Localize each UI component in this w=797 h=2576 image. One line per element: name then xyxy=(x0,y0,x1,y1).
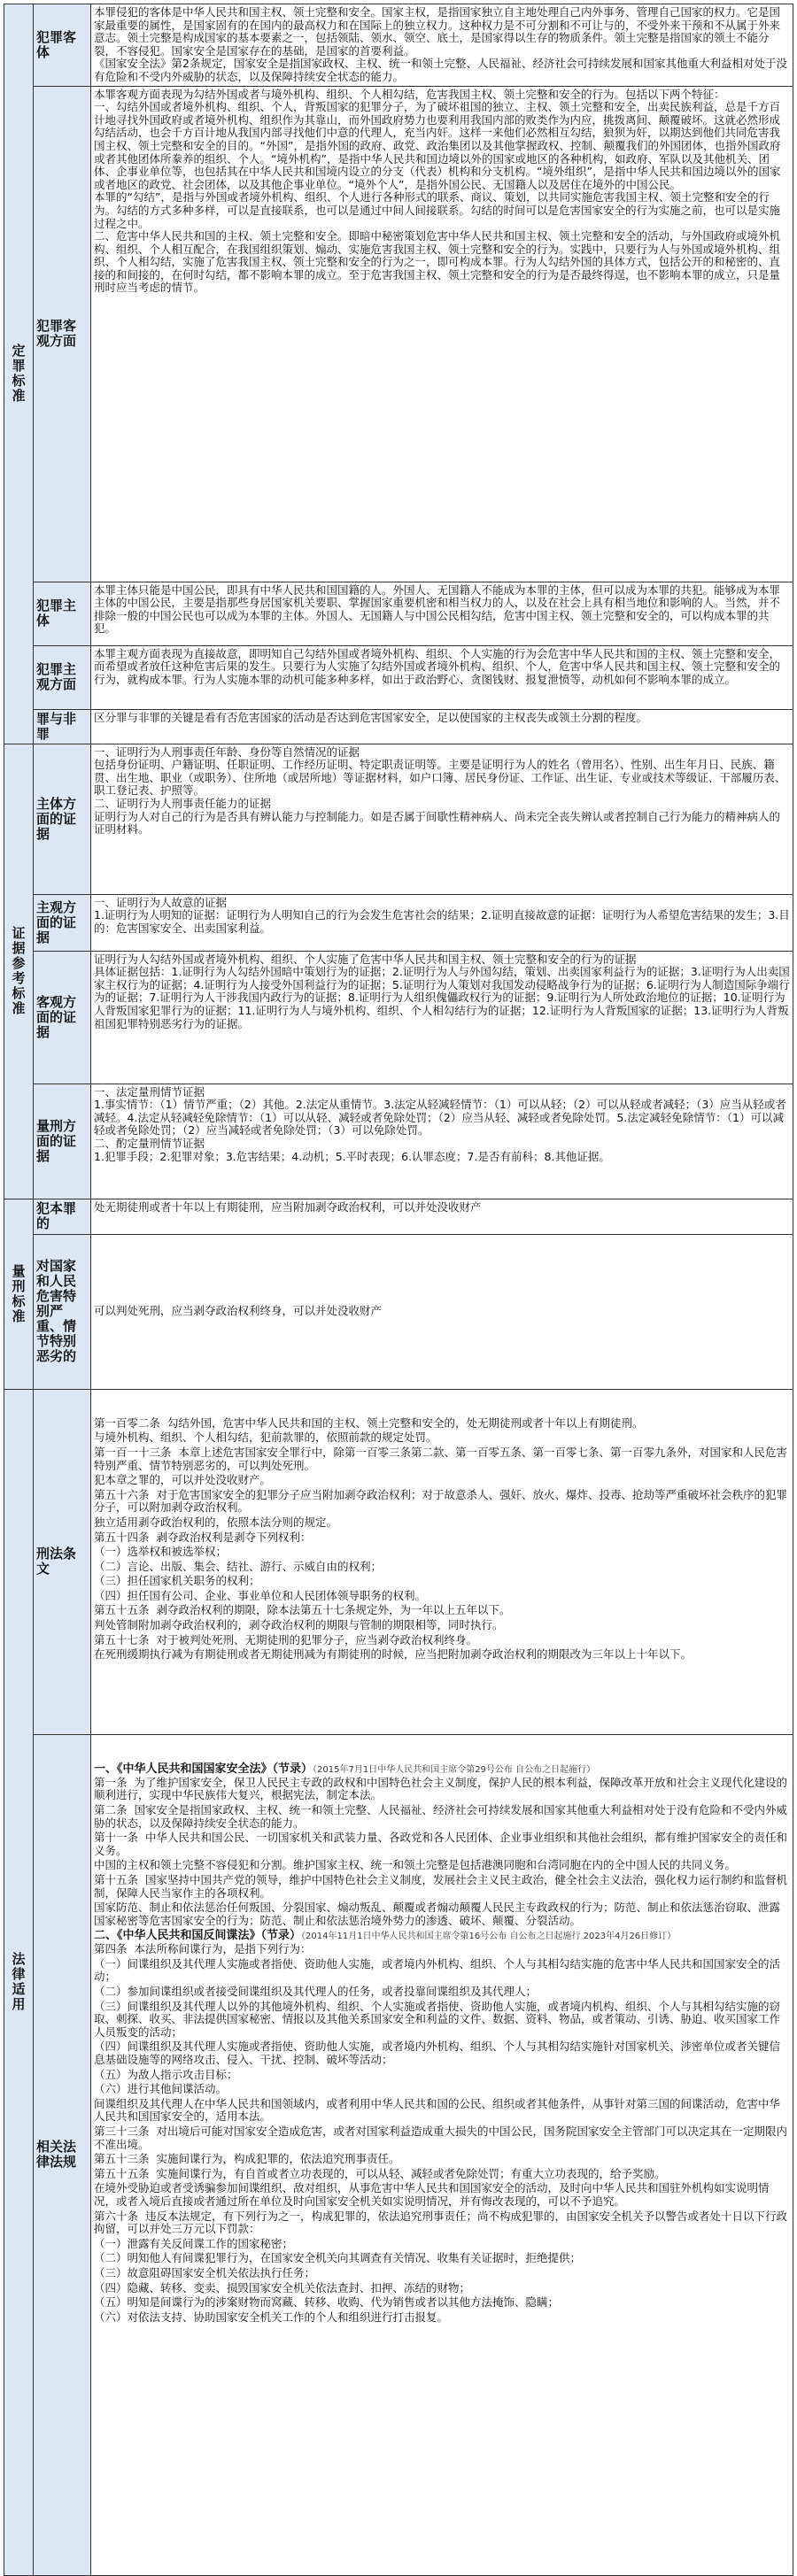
law-article: 第三十三条 对出境后可能对国家安全造成危害，或者对国家利益造成重大损失的中国公民，国务院国家安全主管部门可以决定其在一定期限内不准出境。 xyxy=(94,2125,787,2151)
label-ev-subject: 主体方面的证据 xyxy=(34,744,91,894)
row-ev-subject xyxy=(4,744,793,894)
criminal-law-article: （三）担任国家机关职务的权利； xyxy=(94,1574,260,1588)
law-article: （一）间谍组织及其代理人实施或者指使、资助他人实施，或者境内外机构、组织、个人与其相勾结实施的危害中华人民共和国国家安全的活动； xyxy=(94,1956,781,1984)
law-article: （六）进行其他间谍活动。 xyxy=(94,2082,228,2096)
law-article: 第五十三条 实施间谍行为，构成犯罪的，依法追究刑事责任。 xyxy=(94,2152,400,2166)
law-article: （三）故意阻碍国家安全机关依法执行任务； xyxy=(94,2265,316,2279)
criminal-law-article: 第一百零二条 勾结外国，危害中华人民共和国的主权、领土完整和安全的，处无期徒刑或者十年以上有期徒刑。 xyxy=(94,1415,644,1430)
criminal-law-article: 独立适用剥夺政治权利的，依照本法分则的规定。 xyxy=(94,1515,338,1529)
label-sent-severe: 对国家和人民危害特别严重、情节特别恶劣的 xyxy=(34,1234,91,1389)
law-article: （六）对依法支持、协助国家安全机关工作的个人和组织进行打击报复。 xyxy=(94,2310,449,2324)
document xyxy=(4,4,793,2423)
row-ev-subjective xyxy=(4,894,793,951)
row-ev-sentencing xyxy=(4,1084,793,1199)
row-objective xyxy=(4,86,793,582)
crime-standard-table xyxy=(4,4,793,2576)
label-sent-basic: 犯本罪的 xyxy=(34,1199,91,1234)
row-ev-objective xyxy=(4,951,793,1084)
label-criminal-law: 刑法条文 xyxy=(34,1389,91,1734)
law-article: （二）明知他人有间谍犯罪行为，在国家安全机关向其调查有关情况、收集有关证据时，拒绝提供； xyxy=(94,2251,582,2265)
related-law-groups xyxy=(94,1762,790,2325)
criminal-law-article: 犯本章之罪的，可以并处没收财产。 xyxy=(94,1473,272,1487)
row-subjective xyxy=(4,645,793,709)
text-related-law xyxy=(91,1734,793,2575)
criminal-law-article: （一）选举权和被选举权； xyxy=(94,1545,228,1559)
law-article: 第二条 国家安全是指国家政权、主权、统一和领土完整、人民福祉、经济社会可持续发展和国家其他重大利益相对处于没有危险和不受内外威胁的状态，以及保障持续安全状态的能力。 xyxy=(94,1802,787,1830)
text-object: 本罪侵犯的客体是中华人民共和国主权、领土完整和安全。国家主权，是指国家独立自主地处理自己内外事务、管理自己国家的权力。它是国家最重要的属性，是国家固有的在国内的最高权力和在国际上的独立权力。这种权力是不可分割和不可让与的，不受外来干预和不从属于外来意志。领土完整是构成国家的基本要素之一，包括领陆、领水、领空、底土，是国家得以生存的物质条件。领土完整是指国家的领土不能分裂，不容侵犯。国家安全是国家存在的基础，是国家的首要利益。 《国家安全法》第2条规定，国家安全是指国家政权、主权、统一和领土完整、人民福祉、经济社会可持续发展和国家其他重大利益相对处于没有危险和不受内外威胁的状态，以及保障持续安全状态的能力。 xyxy=(91,4,793,87)
criminal-law-article: 第五十五条 剥夺政治权利的期限，除本法第五十七条规定外，为一年以上五年以下。 xyxy=(94,1603,511,1617)
law-article: 第一条 为了维护国家安全，保卫人民民主专政的政权和中国特色社会主义制度，保护人民的根本利益，保障改革开放和社会主义现代化建设的顺利进行，实现中华民族伟大复兴，根据宪法，制定本法。 xyxy=(94,1775,787,1802)
law-article: 国家防范、制止和依法惩治任何叛国、分裂国家、煽动叛乱、颠覆或者煽动颠覆人民民主专政政权的行为；防范、制止和依法惩治窃取、泄露国家秘密等危害国家安全的行为；防范、制止和依法惩治境外势力的渗透、破坏、颠覆、分裂活动。 xyxy=(94,1901,781,1927)
text-objective: 本罪客观方面表现为勾结外国或者与境外机构、组织、个人相勾结，危害我国主权、领土完整和安全的行为。包括以下两个特征： 一、勾结外国或者境外机构、组织、个人，背叛国家的犯罪分子，为了破坏祖国的独立、主权、领土完整和安全，出卖民族利益，总是千方百计地寻找外国政府或者境外机构、组织作为其靠山，而外国政府势力也要利用我国内部的败类作为内应，挑拨离间、颠覆破坏。这就必然形成勾结活动，也会千方百计地从我国内部寻找他们中意的代理人，充当内奸。这样一来他们必然相互勾结，狼狈为奸，以期达到他们共同危害我国主权、领土完整和安全的目的。“外国”，是指外国的政府、政党、政治集团以及其他掌握政权、控制、颠覆我们的外国团体，也指外国政府或者其他团体所豢养的组织、个人。“境外机构”，是指中华人民共和国边境以外的国家或地区的各种机构，如政府、军队以及其他机关、团体、企事业单位等，也包括其在中华人民共和国境内设立的分支（代表）机构和分支机构。“境外组织”，是指中华人民共和国边境以外的国家或者地区的政党、社会团体，以及其他企事业单位。“境外个人”，是指外国公民、无国籍人以及居住在境外的中国公民。 本罪的“勾结”，是指与外国或者境外机构、组织、个人进行各种形式的联系、商议、策划，以共同实施危害我国主权、领土完整和安全的行为。勾结的方式多种多样，可以是直接联系，也可以是通过中间人间接联系。勾结的时间可以是危害国家安全的行为实施之前，也可以是实施过程之中。 二、危害中华人民共和国的主权、领土完整和安全。即暗中秘密策划危害中华人民共和国主权、领土完整和安全的活动，与外国政府或境外机构、组织、个人相互配合，在我国组织策划、煽动、实施危害我国主权、领土完整和安全的行为。实践中，只要行为人与外国或境外机构、组织、个人相勾结，实施了危害我国主权、领土完整和安全的行为之一，即可构成本罪。行为人勾结外国的具体方式，包括公开的和秘密的、直接的和间接的，在何时勾结，都不影响本罪的成立。至于危害我国主权、领土完整和安全的行为是否最终得逞，也不影响本罪的成立，只是量刑时应当考虑的情节。 xyxy=(91,86,793,582)
label-subject: 犯罪主体 xyxy=(34,582,91,645)
law-article: 第四条 本法所称间谍行为，是指下列行为： xyxy=(94,1942,312,1956)
section-sentencing: 量刑标准 xyxy=(4,1199,34,1389)
label-related-law: 相关法律法规 xyxy=(34,1734,91,2575)
law-article: 中国的主权和领土完整不容侵犯和分割。维护国家主权、统一和领土完整是包括港澳同胞和台湾同胞在内的全中国人民的共同义务。 xyxy=(94,1858,737,1872)
law-article: （一）泄露有关反间谍工作的国家秘密； xyxy=(94,2236,294,2250)
text-crime-boundary: 区分罪与非罪的关键是看有否危害国家的活动是否达到危害国家安全，足以使国家的主权丧失或领土分割的程度。 xyxy=(91,709,793,744)
label-crime-boundary: 罪与非罪 xyxy=(34,709,91,744)
criminal-law-article: 第五十七条 对于被判处死刑、无期徒刑的犯罪分子，应当剥夺政治权利终身。 xyxy=(94,1632,477,1647)
section-evidence: 证据参考标准 xyxy=(4,744,34,1199)
row-subject xyxy=(4,582,793,645)
text-criminal-law xyxy=(91,1389,793,1734)
row-crime-boundary xyxy=(4,709,793,744)
law-title xyxy=(94,1929,790,1943)
law-article: 第十一条 中华人民共和国公民、一切国家机关和武装力量、各政党和各人民团体、企业事业组织和其他社会组织，都有维护国家安全的责任和义务。 xyxy=(94,1831,787,1857)
label-ev-objective: 客观方面的证据 xyxy=(34,951,91,1084)
law-title-note: （2015年7月1日中华人民共和国主席令第29号公布 自公布之日起施行） xyxy=(313,1764,596,1775)
label-objective: 犯罪客观方面 xyxy=(34,86,91,582)
law-article: （三）间谍组织及其代理人以外的其他境外机构、组织、个人实施或者指使、资助他人实施，或者境内机构、组织、个人与其相勾结实施的窃取、刺探、收买、非法提供国家秘密、情报以及其他关系国家安全和利益的文件、数据、资料、物品，或者策动、引诱、胁迫、收买国家工作人员叛变的活动； xyxy=(94,1999,781,2039)
criminal-law-article: 与境外机构、组织、个人相勾结，犯前款罪的，依照前款的规定处罚。 xyxy=(94,1431,437,1445)
text-sent-basic: 处无期徒刑或者十年以上有期徒刑，应当附加剥夺政治权利，可以并处没收财产 xyxy=(91,1199,793,1234)
law-article: 间谍组织及其代理人在中华人民共和国领域内，或者利用中华人民共和国的公民、组织或者其他条件，从事针对第三国的间谍活动，危害中华人民共和国国家安全的，适用本法。 xyxy=(94,2096,781,2124)
row-sent-severe xyxy=(4,1234,793,1389)
law-title xyxy=(94,1762,790,1777)
text-subjective: 本罪主观方面表现为直接故意，即明知自己勾结外国或者境外机构、组织、个人实施的行为会危害中华人民共和国的主权、领土完整和安全，而希望或者放任这种危害后果的发生。只要行为人实施了勾结外国或者境外机构、组织、个人，危害中华人民共和国主权、领土完整和安全的行为，就构成本罪。行为人实施本罪的动机可能多种多样，如出于政治野心、贪图钱财、报复泄愤等，动机如何不影响本罪的成立。 xyxy=(91,645,793,709)
criminal-law-article: 第五十四条 剥夺政治权利是剥夺下列权利： xyxy=(94,1530,312,1544)
law-article: 第六十条 违反本法规定，有下列行为之一，构成犯罪的，依法追究刑事责任；尚不构成犯罪的，由国家安全机关予以警告或者处十日以下行政拘留，可以并处三万元以下罚款： xyxy=(94,2209,787,2236)
row-object xyxy=(4,4,793,87)
label-object: 犯罪客体 xyxy=(34,4,91,87)
law-article: （四）间谍组织及其代理人实施或者指使、资助他人实施，或者境内外机构、组织、个人与其相勾结实施针对国家机关、涉密单位或者关键信息基础设施等的网络攻击、侵入、干扰、控制、破坏等活动； xyxy=(94,2040,781,2067)
text-ev-sentencing: 一、法定量刑情节证据 1.事实情节：（1）情节严重；（2）其他。2.法定从重情节。3.法定从轻减轻情节：（1）可以从轻；（2）可以从轻或者减轻；（3）应当从轻或者减轻。4.法定从轻减轻免除情节：（1）可以从轻、减轻或者免除处罚；（2）应当从轻、减轻或者免除处罚。5.法定减轻免除情节：（1）可以减轻或者免除处罚；（2）应当减轻或者免除处罚；（3）可以免除处罚。 二、酌定量刑情节证据 1.犯罪手段；2.犯罪对象；3.危害结果；4.动机；5.平时表现；6.认罪态度；7.是否有前科；8.其他证据。 xyxy=(91,1084,793,1199)
criminal-law-article: 第一百一十三条 本章上述危害国家安全罪行中，除第一百零三条第二款、第一百零五条、第一百零七条、第一百零九条外，对国家和人民危害特别严重、情节特别恶劣的，可以判处死刑。 xyxy=(94,1445,787,1472)
law-title-note: （2014年11月1日中华人民共和国主席令第16号公布 自公布之日起施行 2023年4月26日修订） xyxy=(301,1932,677,1942)
criminal-law-article: （四）担任国有公司、企业、事业单位和人民团体领导职务的权利。 xyxy=(94,1588,427,1602)
label-subjective: 犯罪主观方面 xyxy=(34,645,91,709)
law-article: （四）隐藏、转移、变卖、损毁国家安全机关依法查封、扣押、冻结的财物； xyxy=(94,2280,471,2294)
criminal-law-paras xyxy=(94,1417,790,1662)
text-ev-subjective: 一、证明行为人故意的证据 1.证明行为人明知的证据：证明行为人明知自己的行为会发生危害社会的结果；2.证明直接故意的证据：证明行为人希望危害结果的发生；3.目的：危害国家安全、出卖国家利益。 xyxy=(91,894,793,951)
law-article: （五）明知是间谍行为的涉案财物而窝藏、转移、收购、代为销售或者以其他方法掩饰、隐瞒； xyxy=(94,2295,560,2310)
text-subject: 本罪主体只能是中国公民，即具有中华人民共和国国籍的人。外国人、无国籍人不能成为本罪的主体，但可以成为本罪的共犯。能够成为本罪主体的中国公民，主要是指那些身居国家机关要职、掌握国家重要机密和相当权力的人，以及在社会上具有相当地位和影响的人。当然，并不排除一般的中国公民也可以成为本罪的主体。外国人、无国籍人与中国公民相勾结，危害中国主权、领土完整和安全的，可以构成本罪的共犯。 xyxy=(91,582,793,645)
label-ev-sentencing: 量刑方面的证据 xyxy=(34,1084,91,1199)
text-ev-objective: 证明行为人勾结外国或者境外机构、组织、个人实施了危害中华人民共和国主权、领土完整和安全的行为的证据 具体证据包括：1.证明行为人勾结外国暗中策划行为的证据；2.证明行为人与外国勾结，策划、出卖国家利益行为的证据；3.证明行为人出卖国家主权行为的证据；4.证明行为人接受外国利益行为的证据；5.证明行为人策划对我国发动侵略战争行为的证据；6.证明行为人制造国际争端行为的证据；7.证明行为人干涉我国内政行为的证据；8.证明行为人组织傀儡政权行为的证据；9.证明行为人所处政治地位的证据；10.证明行为人背叛国家犯罪行为的证据；11.证明行为人与境外机构、组织、个人相勾结行为的证据；12.证明行为人背叛国家的证据；13.证明行为人背叛祖国犯罪特别恶劣行为的证据。 xyxy=(91,951,793,1084)
criminal-law-article: 在死刑缓期执行减为有期徒刑或者无期徒刑减为有期徒刑的时候，应当把附加剥夺政治权利的期限改为三年以上十年以下。 xyxy=(94,1647,693,1662)
law-title-text: 一、《中华人民共和国国家安全法》（节录） xyxy=(94,1762,313,1776)
label-ev-subjective: 主观方面的证据 xyxy=(34,894,91,951)
criminal-law-article: （二）言论、出版、集会、结社、游行、示威自由的权利； xyxy=(94,1559,383,1573)
law-title-text: 二、《中华人民共和国反间谍法》（节录） xyxy=(94,1929,302,1943)
law-article: 第十五条 国家坚持中国共产党的领导，维护中国特色社会主义制度，发展社会主义民主政治，健全社会主义法治，强化权力运行制约和监督机制，保障人民当家作主的各项权利。 xyxy=(94,1872,787,1900)
law-article: 在境外受胁迫或者受诱骗参加间谍组织、敌对组织，从事危害中华人民共和国国家安全的活动，及时向中华人民共和国驻外机构如实说明情况，或者入境后直接或者通过所在单位及时向国家安全机关如实说明情况，并有悔改表现的，可以不予追究。 xyxy=(94,2181,770,2208)
criminal-law-article: 第五十六条 对于危害国家安全的犯罪分子应当附加剥夺政治权利；对于故意杀人、强奸、放火、爆炸、投毒、抢劫等严重破坏社会秩序的犯罪分子，可以附加剥夺政治权利。 xyxy=(94,1487,787,1515)
criminal-law-article: 判处管制附加剥夺政治权利的，剥夺政治权利的期限与管制的期限相等，同时执行。 xyxy=(94,1618,504,1632)
text-sent-severe: 可以判处死刑，应当剥夺政治权利终身，可以并处没收财产 xyxy=(91,1234,793,1389)
row-sent-basic xyxy=(4,1199,793,1234)
law-article: （五）为敌人指示攻击目标； xyxy=(94,2067,238,2081)
row-related-law xyxy=(4,1734,793,2575)
section-law: 法律适用 xyxy=(4,1389,34,2575)
law-article: （二）参加间谍组织或者接受间谍组织及其代理人的任务，或者投靠间谍组织及其代理人； xyxy=(94,1985,538,1999)
text-ev-subject: 一、证明行为人刑事责任年龄、身份等自然情况的证据 包括身份证明、户籍证明、任职证明、工作经历证明、特定职责证明等。主要是证明行为人的姓名（曾用名）、性别、出生年月日、民族、籍贯、出生地、职业（或职务）、住所地（或居所地）等证据材料，如户口簿、居民身份证、工作证、出生证、专业或技术等级证、干部履历表、职工登记表、护照等。 二、证明行为人刑事责任能力的证据 证明行为人对自己的行为是否具有辨认能力与控制能力。如是否属于间歇性精神病人、尚未完全丧失辨认或者控制自己行为能力的精神病人的证明材料。 xyxy=(91,744,793,894)
row-criminal-law xyxy=(4,1389,793,1734)
law-article: 第五十五条 实施间谍行为，有自首或者立功表现的，可以从轻、减轻或者免除处罚；有重大立功表现的，给予奖励。 xyxy=(94,2166,666,2180)
section-standard: 定罪标准 xyxy=(4,4,34,744)
